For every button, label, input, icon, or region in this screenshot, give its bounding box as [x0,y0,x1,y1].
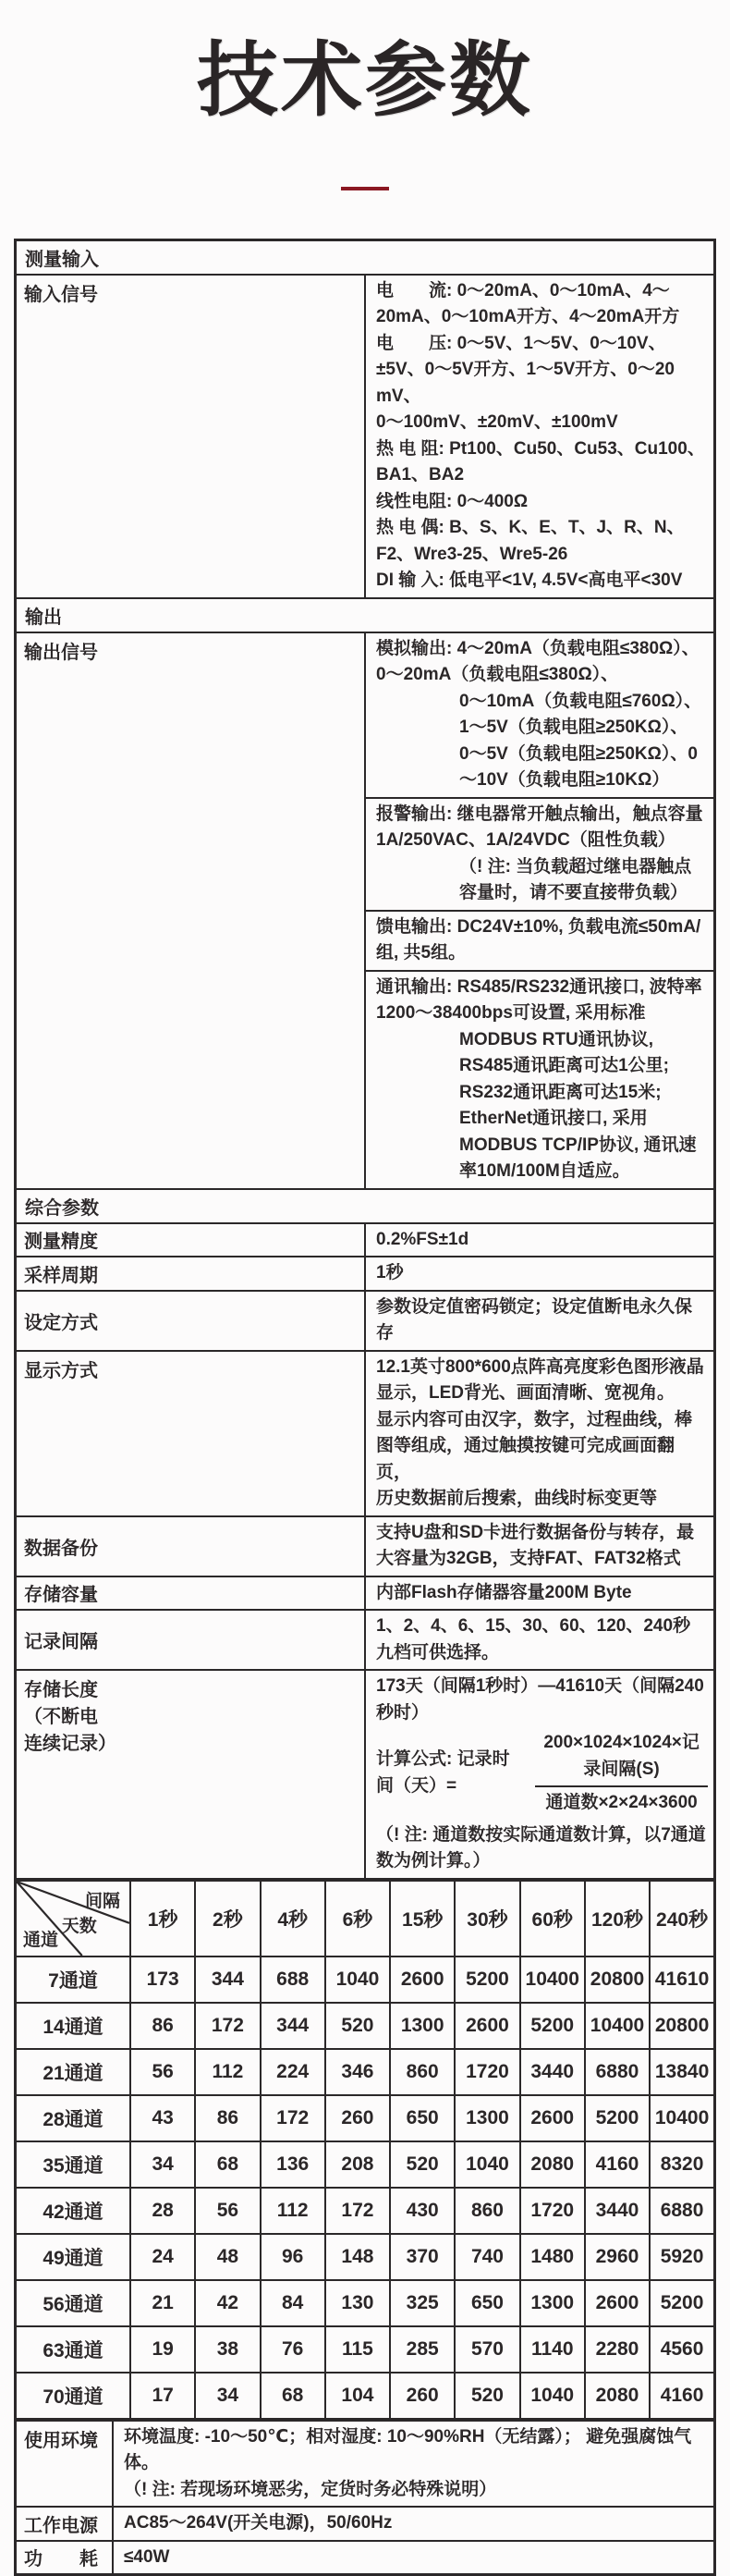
channel-days-cell: 20800 [650,2003,714,2049]
formula-numerator: 200×1024×1024×记录间隔(S) [535,1730,708,1787]
setting-label: 设定方式 [16,1291,366,1351]
channel-days-cell: 650 [455,2280,519,2326]
analog-output-line: 0～10mA（负载电阻≤760Ω）、1～5V（负载电阻≥250KΩ）、 [459,691,702,738]
interval-header: 6秒 [325,1880,390,1957]
accuracy-value: 0.2%FS±1d [365,1223,715,1257]
channel-days-cell: 17 [130,2373,195,2420]
channel-days-cell: 1300 [520,2280,585,2326]
capacity-row [16,1576,715,1611]
channel-days-cell: 41610 [650,1957,714,2003]
channel-days-cell: 520 [455,2373,519,2420]
interval-header: 1秒 [130,1880,195,1957]
channel-days-cell: 148 [325,2234,390,2280]
channel-days-cell: 112 [195,2049,260,2095]
channel-days-cell: 10400 [585,2003,650,2049]
storage-length-label-line: 连续记录） [24,1734,116,1755]
input-signal-line: 线性电阻: 0～400Ω [376,491,529,511]
channel-days-cell: 430 [390,2188,455,2234]
channel-days-cell: 4160 [650,2373,714,2420]
environment-line: 环境温度: -10～50℃；相对湿度: 10～90%RH（无结露）； 避免强腐蚀气体。 [124,2426,692,2473]
channel-table-row [16,2141,715,2188]
environment-row [16,2420,715,2507]
channel-days-cell: 260 [325,2095,390,2141]
channel-days-cell: 520 [390,2141,455,2188]
channel-row-label: 56通道 [16,2280,131,2326]
storage-length-row [16,1670,715,1879]
display-row [16,1351,715,1516]
storage-length-label-line: 存储长度 [24,1680,98,1701]
channel-days-cell: 20800 [585,1957,650,2003]
storage-length-label [16,1670,366,1879]
section-row-general [16,1189,715,1223]
diagonal-corner-cell [16,1880,131,1957]
consumption-row [16,2541,715,2575]
comm-output-block [366,970,713,1188]
interval-header: 30秒 [455,1880,519,1957]
formula-prefix: 计算公式: 记录时间（天）= [376,1749,510,1796]
channel-days-cell: 325 [390,2280,455,2326]
analog-output-line: 模拟输出: 4～20mA（负载电阻≤380Ω）、0～20mA（负载电阻≤380Ω）、 [376,638,700,685]
channel-days-cell: 19 [130,2326,195,2373]
power-label: 工作电源 [16,2507,114,2541]
output-signal-row [16,632,715,1189]
output-signal-label: 输出信号 [16,632,366,1189]
channel-days-table [14,1879,716,2421]
input-signal-row [16,275,715,598]
channel-days-cell: 2600 [390,1957,455,2003]
channel-days-cell: 208 [325,2141,390,2188]
channel-days-cell: 10400 [520,1957,585,2003]
environment-content [113,2420,715,2507]
channel-days-cell: 260 [390,2373,455,2420]
channel-days-cell: 8320 [650,2141,714,2188]
environment-table [14,2419,716,2576]
channel-days-cell: 346 [325,2049,390,2095]
channel-days-cell: 13840 [650,2049,714,2095]
channel-days-cell: 56 [130,2049,195,2095]
interval-header: 240秒 [650,1880,714,1957]
channel-days-cell: 86 [130,2003,195,2049]
channel-days-cell: 34 [195,2373,260,2420]
consumption-label: 功 耗 [16,2541,114,2575]
channel-table-row [16,2234,715,2280]
backup-row [16,1516,715,1576]
channel-row-label: 63通道 [16,2326,131,2373]
channel-days-cell: 48 [195,2234,260,2280]
channel-days-cell: 3440 [585,2188,650,2234]
storage-range-line: 173天（间隔1秒时）—41610天（间隔240秒时） [376,1676,704,1723]
channel-days-cell: 104 [325,2373,390,2420]
interval-header: 120秒 [585,1880,650,1957]
channel-days-cell: 520 [325,2003,390,2049]
channel-days-cell: 136 [261,2141,325,2188]
channel-days-cell: 1140 [520,2326,585,2373]
channel-days-cell: 130 [325,2280,390,2326]
channel-days-cell: 5200 [455,1957,519,2003]
channel-row-label: 70通道 [16,2373,131,2420]
interval-label: 记录间隔 [16,1610,366,1670]
accuracy-label: 测量精度 [16,1223,366,1257]
channel-table-row [16,2326,715,2373]
input-signal-content [365,275,715,598]
display-line: 12.1英寸800*600点阵高亮度彩色图形液晶显示，LED背光、画面清晰、宽视角。 [376,1356,704,1404]
input-signal-line: 热 电 阻: Pt100、Cu50、Cu53、Cu100、BA1、BA2 [376,438,705,485]
interval-header: 60秒 [520,1880,585,1957]
channel-days-cell: 173 [130,1957,195,2003]
section-title: 综合参数 [16,1189,715,1223]
corner-label-interval: 间隔 [84,1891,120,1911]
analog-output-line: 0～5V（负载电阻≥250KΩ）、0～10V（负载电阻≥10KΩ） [459,743,698,791]
storage-note: （! 注: 通道数按实际通道数计算，以7通道数为例计算。） [376,1824,706,1871]
channel-days-cell: 76 [261,2326,325,2373]
page-header [0,0,730,190]
channel-days-cell: 285 [390,2326,455,2373]
accuracy-row [16,1223,715,1257]
channel-days-cell: 1720 [520,2188,585,2234]
channel-days-cell: 2960 [585,2234,650,2280]
channel-days-cell: 172 [261,2095,325,2141]
channel-days-cell: 370 [390,2234,455,2280]
storage-length-label-line: （不断电 [24,1707,98,1728]
sampling-label: 采样周期 [16,1257,366,1291]
comm-output-line: MODBUS RTU通讯协议, RS485通讯距离可达1公里; RS232通讯距离可达15米; [459,1029,669,1102]
channel-table-row [16,2280,715,2326]
channel-days-cell: 688 [261,1957,325,2003]
spec-document [14,239,716,2576]
channel-days-cell: 740 [455,2234,519,2280]
channel-table-row [16,2188,715,2234]
channel-days-cell: 2080 [585,2373,650,2420]
section-row-output [16,598,715,632]
channel-days-cell: 344 [195,1957,260,2003]
channel-table-body [16,1957,715,2420]
sampling-row [16,1257,715,1291]
channel-days-cell: 650 [390,2095,455,2141]
section-title: 测量输入 [16,239,715,275]
channel-days-cell: 1720 [455,2049,519,2095]
channel-days-cell: 5920 [650,2234,714,2280]
channel-days-cell: 38 [195,2326,260,2373]
storage-formula [376,1730,708,1817]
channel-table-row [16,2095,715,2141]
capacity-value: 内部Flash存储器容量200M Byte [365,1576,715,1611]
backup-value: 支持U盘和SD卡进行数据备份与转存，最大容量为32GB，支持FAT、FAT32格式 [365,1516,715,1576]
interval-header: 2秒 [195,1880,260,1957]
channel-row-label: 49通道 [16,2234,131,2280]
channel-days-cell: 115 [325,2326,390,2373]
channel-row-label: 7通道 [16,1957,131,2003]
channel-days-cell: 10400 [650,2095,714,2141]
channel-days-cell: 2600 [585,2280,650,2326]
channel-days-cell: 5200 [650,2280,714,2326]
channel-days-cell: 1300 [455,2095,519,2141]
alarm-output-line: （! 注: 当负载超过继电器触点容量时，请不要直接带负载） [459,856,692,903]
interval-row [16,1610,715,1670]
consumption-value: ≤40W [113,2541,715,2575]
channel-table-row [16,2049,715,2095]
input-signal-label: 输入信号 [16,275,366,598]
channel-row-label: 28通道 [16,2095,131,2141]
storage-length-content [365,1670,715,1879]
formula-denominator: 通道数×2×24×3600 [545,1793,698,1813]
channel-days-cell: 860 [455,2188,519,2234]
channel-days-cell: 86 [195,2095,260,2141]
channel-days-cell: 34 [130,2141,195,2188]
section-title: 输出 [16,598,715,632]
channel-row-label: 42通道 [16,2188,131,2234]
interval-value: 1、2、4、6、15、30、60、120、240秒九档可供选择。 [365,1610,715,1670]
channel-days-cell: 84 [261,2280,325,2326]
channel-days-cell: 1040 [455,2141,519,2188]
corner-label-channel: 通道 [23,1930,59,1950]
input-signal-line: DI 输 入: 低电平<1V, 4.5V<高电平<30V [376,570,683,591]
sampling-value: 1秒 [365,1257,715,1291]
channel-days-cell: 1480 [520,2234,585,2280]
channel-days-cell: 43 [130,2095,195,2141]
channel-days-cell: 3440 [520,2049,585,2095]
channel-days-cell: 172 [195,2003,260,2049]
channel-days-cell: 5200 [520,2003,585,2049]
feed-output-block: 馈电输出: DC24V±10%, 负载电流≤50mA/组, 共5组。 [366,910,713,970]
backup-label: 数据备份 [16,1516,366,1576]
input-signal-line: 电 流: 0～20mA、0～10mA、4～20mA、0～10mA开方、4～20mA开方 [376,280,680,327]
channel-row-label: 14通道 [16,2003,131,2049]
channel-days-cell: 860 [390,2049,455,2095]
display-label: 显示方式 [16,1351,366,1516]
title-underline [341,187,389,190]
channel-days-cell: 1040 [325,1957,390,2003]
setting-value: 参数设定值密码锁定；设定值断电永久保存 [365,1291,715,1351]
alarm-output-line: 报警输出: 继电器常开触点输出，触点容量1A/250VAC、1A/24VDC（阻性负载） [376,803,703,851]
channel-days-cell: 1300 [390,2003,455,2049]
capacity-label: 存储容量 [16,1576,366,1611]
power-row [16,2507,715,2541]
page-title: 技术参数 [196,34,533,126]
channel-days-cell: 4560 [650,2326,714,2373]
output-signal-content [365,632,715,1189]
channel-days-cell: 344 [261,2003,325,2049]
channel-days-cell: 6880 [585,2049,650,2095]
channel-days-cell: 224 [261,2049,325,2095]
input-signal-line: 0～100mV、±20mV、±100mV [376,412,618,433]
alarm-output-block [366,797,713,910]
display-line: 显示内容可由汉字，数字，过程曲线，棒图等组成，通过触摸按键可完成画面翻页， [376,1409,693,1482]
channel-days-cell: 68 [261,2373,325,2420]
channel-days-cell: 24 [130,2234,195,2280]
channel-days-cell: 56 [195,2188,260,2234]
channel-table-row [16,2373,715,2420]
formula-fraction [535,1730,708,1817]
channel-days-cell: 6880 [650,2188,714,2234]
channel-days-cell: 2600 [520,2095,585,2141]
channel-days-cell: 42 [195,2280,260,2326]
channel-days-cell: 68 [195,2141,260,2188]
display-content [365,1351,715,1516]
spec-table [14,239,716,1881]
channel-days-cell: 2600 [455,2003,519,2049]
channel-table-row [16,2003,715,2049]
channel-days-cell: 112 [261,2188,325,2234]
channel-days-cell: 2280 [585,2326,650,2373]
analog-output-block [366,633,713,797]
channel-days-cell: 5200 [585,2095,650,2141]
channel-days-cell: 2080 [520,2141,585,2188]
power-value: AC85～264V(开关电源)，50/60Hz [113,2507,715,2541]
channel-days-cell: 570 [455,2326,519,2373]
input-signal-line: 热 电 偶: B、S、K、E、T、J、R、N、F2、Wre3-25、Wre5-26 [376,518,685,564]
interval-header: 15秒 [390,1880,455,1957]
channel-row-label: 21通道 [16,2049,131,2095]
channel-days-cell: 1040 [520,2373,585,2420]
environment-line: （! 注: 若现场环境恶劣，定货时务必特殊说明） [124,2479,497,2499]
corner-label-days: 天数 [61,1917,97,1937]
channel-days-cell: 172 [325,2188,390,2234]
environment-label: 使用环境 [16,2420,114,2507]
channel-days-cell: 21 [130,2280,195,2326]
channel-table-header-row [16,1880,715,1957]
channel-days-cell: 28 [130,2188,195,2234]
channel-table-row [16,1957,715,2003]
display-line: 历史数据前后搜索，曲线时标变更等 [376,1489,658,1509]
comm-output-line: 通讯输出: RS485/RS232通讯接口, 波特率1200～38400bps可设置, 采用标准 [376,976,702,1024]
channel-days-cell: 96 [261,2234,325,2280]
comm-output-line: EtherNet通讯接口, 采用MODBUS TCP/IP协议, 通讯速率10M/100M自适应。 [459,1109,697,1182]
channel-row-label: 35通道 [16,2141,131,2188]
input-signal-line: 电 压: 0～5V、1～5V、0～10V、±5V、0～5V开方、1～5V开方、0～20 mV、 [376,333,675,406]
interval-header: 4秒 [261,1880,325,1957]
channel-days-cell: 4160 [585,2141,650,2188]
section-row-measure-input [16,239,715,275]
setting-row [16,1291,715,1351]
